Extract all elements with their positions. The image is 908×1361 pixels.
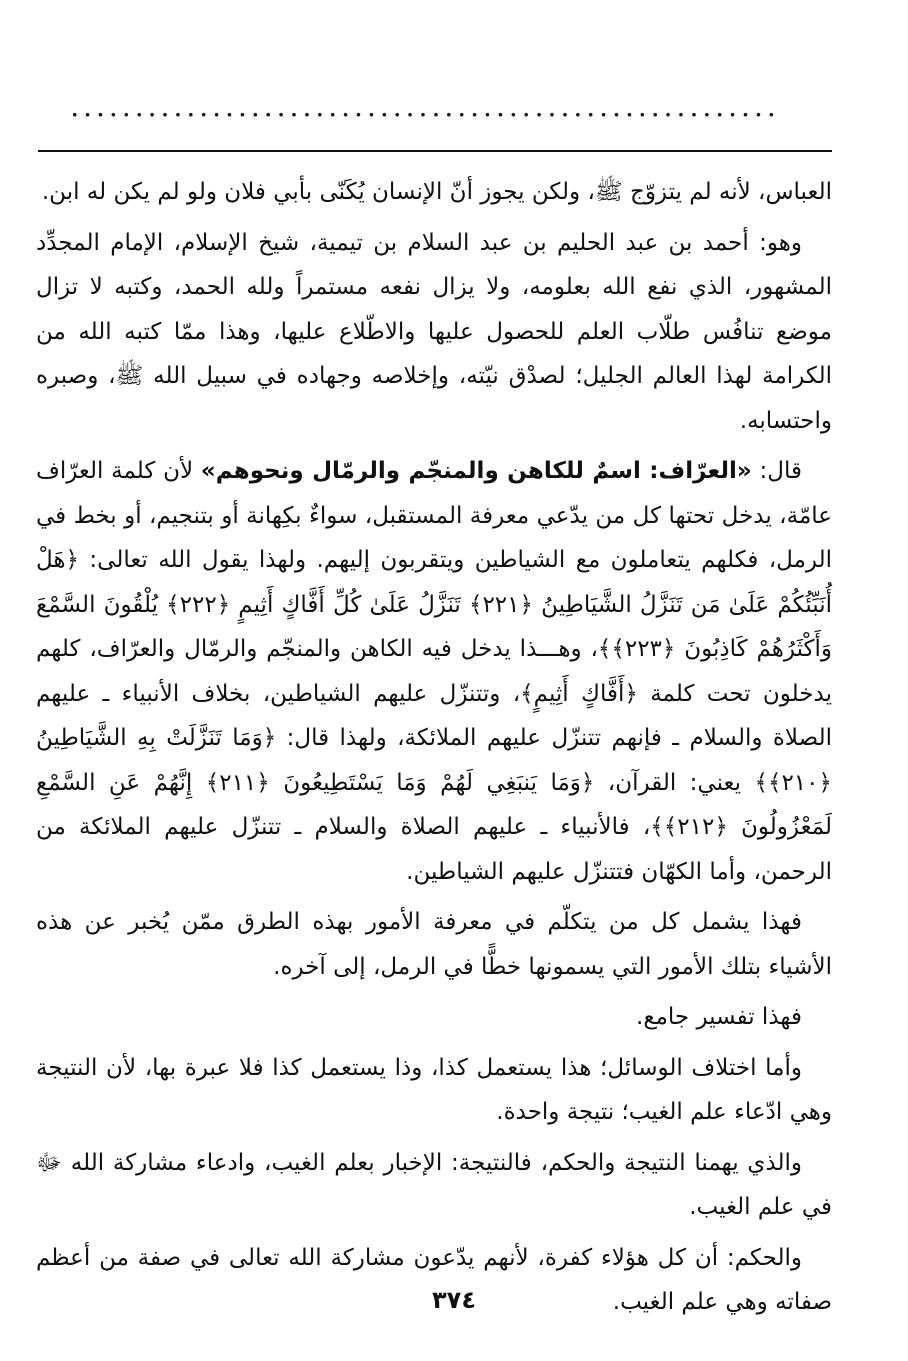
- page-number: ٣٧٤: [432, 1286, 476, 1314]
- paragraph-1: العباس، لأنه لم يتزوّج ﷺ، ولكن يجوز أنّ الإنسان يُكَنّى بأبي فلان ولو لم يكن له ابن.: [41, 179, 832, 205]
- paragraph-5: فهذا تفسير جامع.: [636, 1004, 802, 1030]
- page-body: [36, 170, 832, 1325]
- paragraph-3: [36, 449, 832, 894]
- paragraph-7: والذي يهمنا النتيجة والحكم، فالنتيجة: الإخبار بعلم الغيب، وادعاء مشاركة الله ﷻ في علم الغيب.: [36, 1149, 832, 1220]
- paragraph-8: والحكم: أن كل هؤلاء كفرة، لأنهم يدّعون مشاركة الله تعالى في صفة من أعظم صفاته وهي علم الغيب.: [36, 1244, 832, 1315]
- header-rule: [38, 150, 832, 152]
- paragraph-3-quote: «العرّاف: اسمٌ للكاهن والمنجّم والرمّال ونحوهم»: [200, 458, 752, 484]
- paragraph-4: فهذا يشمل كل من يتكلّم في معرفة الأمور بهذه الطرق ممّن يُخبر عن هذه الأشياء بتلك الأمور التي يسمونها خطًّا في الرمل، إلى آخره.: [36, 909, 832, 980]
- paragraph-2: وهو: أحمد بن عبد الحليم بن عبد السلام بن تيمية، شيخ الإسلام، الإمام المجدِّد المشهور، الذي نفع الله بعلومه، ولا يزال نفعه مستمراً ولله الحمد، وكتبه لا تزال موضع تنافُس طلّاب العلم للحصول عليها والاطّلاع عليها، وهذا ممّا كتبه الله من الكرامة لهذا العالم الجليل؛ لصدْق نيّته، وإخلاصه وجهاده في سبيل الله ﷺ، وصبره واحتسابه.: [36, 229, 832, 434]
- paragraph-6: وأما اختلاف الوسائل؛ هذا يستعمل كذا، وذا يستعمل كذا فلا عبرة بها، لأن النتيجة وهي ادّعاء علم الغيب؛ نتيجة واحدة.: [36, 1054, 832, 1125]
- paragraph-3-text: لأن كلمة العرّاف عامّة، يدخل تحتها كل من يدّعي معرفة المستقبل، سواءٌ بكِهانة أو بتنجيم، أو بخط في الرمل، فكلهم يتعاملون مع الشياطين ويتقربون إليهم. ولهذا يقول الله تعالى: ﴿هَلْ أُنَبِّئُكُمْ عَلَىٰ مَن تَنَزَّلُ الشَّيَاطِينُ ﴿٢٢١﴾ تَنَزَّلُ عَلَىٰ كُلِّ أَفَّاكٍ أَثِيمٍ ﴿٢٢٢﴾ يُلْقُونَ السَّمْعَ وَأَكْثَرُهُمْ كَاذِبُونَ ﴿٢٢٣﴾﴾، وهـــذا يدخل فيه الكاهن والمنجّم والرمّال والعرّاف، كلهم يدخلون تحت كلمة ﴿أَفَّاكٍ أَثِيمٍ﴾، وتتنزّل عليهم الشياطين، بخلاف الأنبياء ـ عليهم الصلاة والسلام ـ فإنهم تتنزّل عليهم الملائكة، ولهذا قال: ﴿وَمَا تَنَزَّلَتْ بِهِ الشَّيَاطِينُ ﴿٢١٠﴾﴾ يعني: القرآن، ﴿وَمَا يَنبَغِي لَهُمْ وَمَا يَسْتَطِيعُونَ ﴿٢١١﴾ إِنَّهُمْ عَنِ السَّمْعِ لَمَعْزُولُونَ ﴿٢١٢﴾﴾، فالأنبياء ـ عليهم الصلاة والسلام ـ تتنزّل عليهم الملائكة من الرحمن، وأما الكهّان فتتنزّل عليهم الشياطين.: [36, 458, 833, 885]
- header-dots: .......................................................: [70, 90, 780, 123]
- paragraph-3-intro: قال:: [751, 458, 802, 484]
